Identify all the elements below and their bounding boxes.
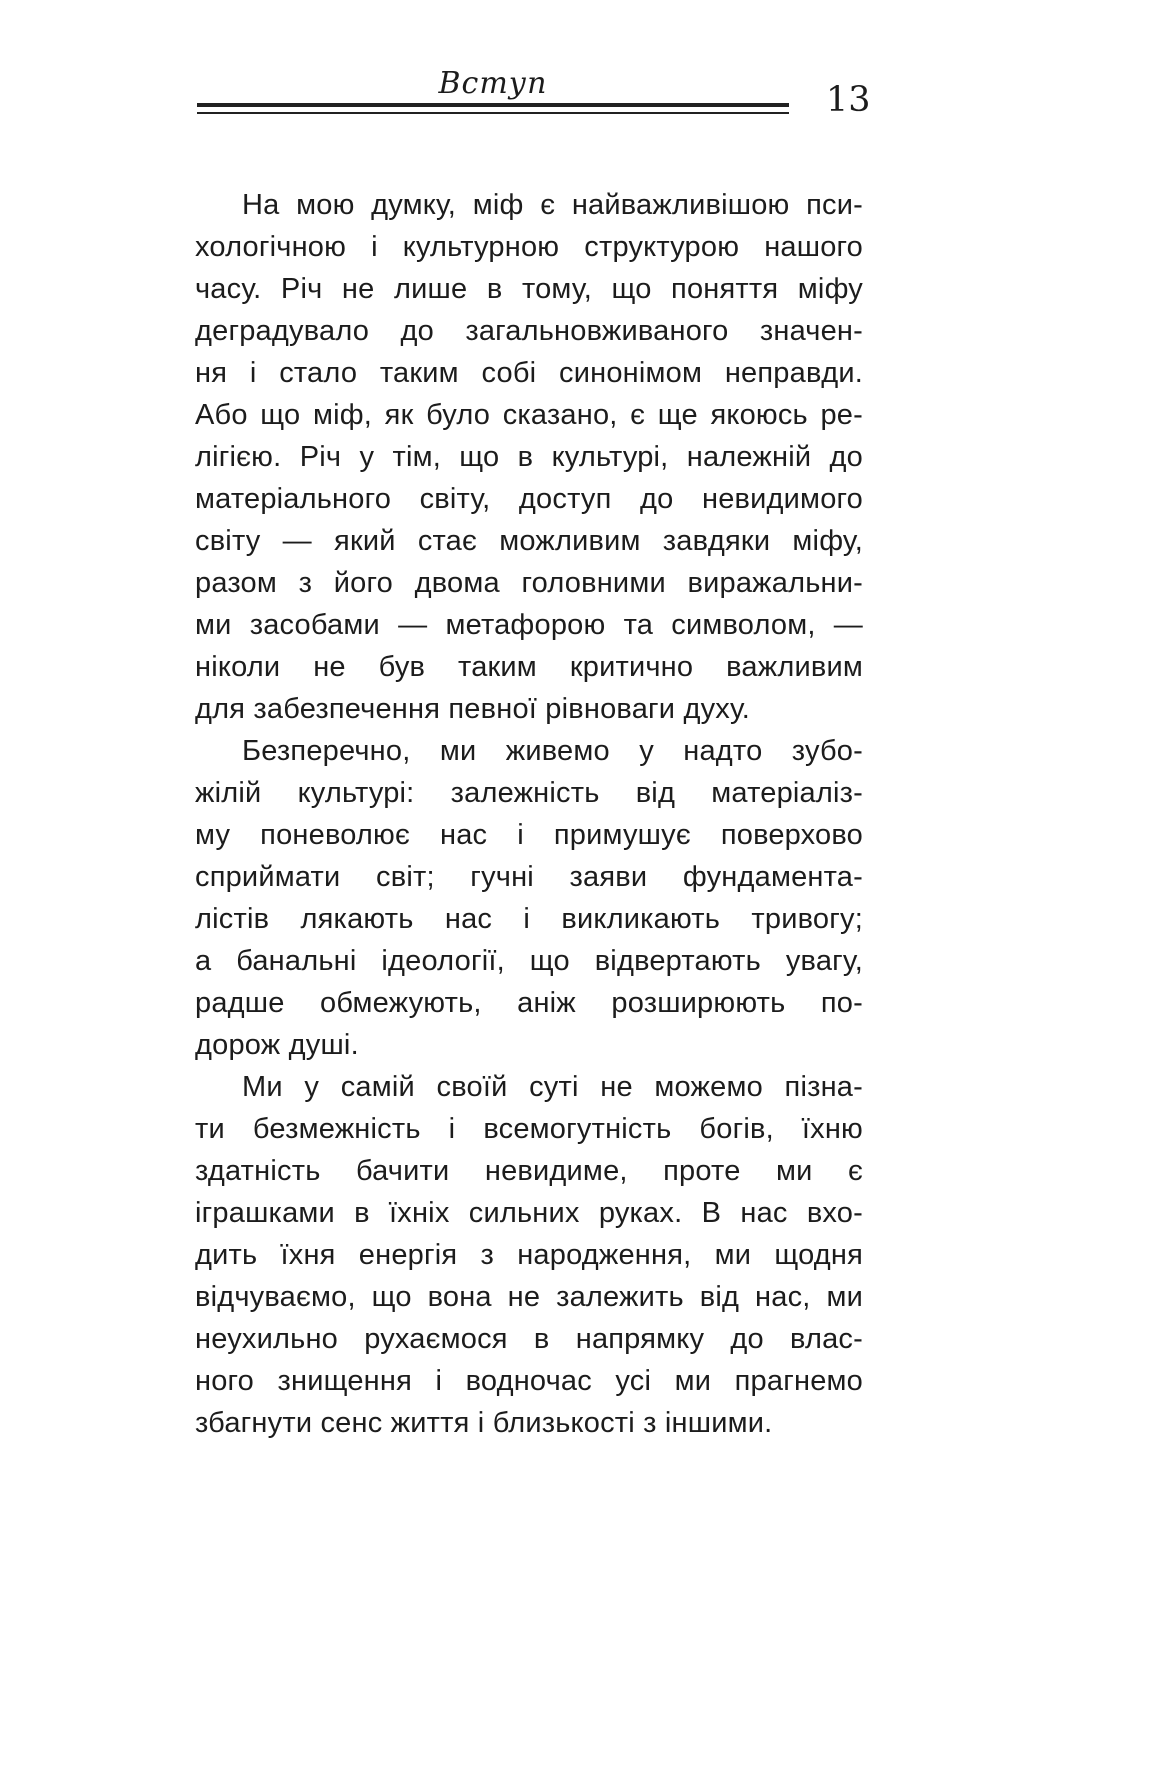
text-line: світу — який стає можливим завдяки міфу,	[195, 525, 863, 557]
chapter-title: Вступ	[438, 66, 548, 101]
text-line: лігією. Річ у тім, що в культурі, належній до	[195, 441, 863, 473]
text-line: разом з його двома головними виражальни-	[195, 567, 863, 599]
text-line: жілій культурі: залежність від матеріаліз-	[195, 777, 863, 809]
text-line: Або що міф, як було сказано, є ще якоюсь ре-	[195, 399, 863, 431]
text-line: ня і стало таким собі синонімом неправди.	[195, 357, 863, 389]
text-line: ніколи не був таким критично важливим	[195, 651, 863, 683]
text-line: збагнути сенс життя і близькості з іншими.	[195, 1407, 773, 1439]
text-line: деградувало до загальновживаного значен-	[195, 315, 863, 347]
text-line: лістів лякають нас і викликають тривогу;	[195, 903, 863, 935]
text-line: неухильно рухаємося в напрямку до влас-	[195, 1323, 863, 1355]
text-line: Ми у самій своїй суті не можемо пізна-	[242, 1071, 863, 1103]
text-line: ми засобами — метафорою та символом, —	[195, 609, 863, 641]
text-line: для забезпечення певної рівноваги духу.	[195, 693, 751, 725]
text-line: му поневолює нас і примушує поверхово	[195, 819, 863, 851]
page-number: 13	[826, 80, 871, 120]
text-line: ти безмежність і всемогутність богів, їхню	[195, 1113, 863, 1145]
text-line: відчуваємо, що вона не залежить від нас, ми	[195, 1281, 863, 1313]
text-line: дить їхня енергія з народження, ми щодня	[195, 1239, 863, 1271]
text-line: Безперечно, ми живемо у надто зубо-	[242, 735, 863, 767]
text-line: іграшками в їхніх сильних руках. В нас вхо-	[195, 1197, 863, 1229]
text-line: сприймати світ; гучні заяви фундамента-	[195, 861, 863, 893]
body-text	[195, 184, 863, 1444]
text-line: На мою думку, міф є найважливішою пси-	[242, 189, 863, 221]
header-rule	[197, 103, 789, 114]
text-line: матеріального світу, доступ до невидимого	[195, 483, 863, 515]
text-line: радше обмежують, аніж розширюють по-	[195, 987, 863, 1019]
text-line: хологічною і культурною структурою нашого	[195, 231, 863, 263]
text-line: здатність бачити невидиме, проте ми є	[195, 1155, 863, 1187]
text-line: дорож душі.	[195, 1029, 359, 1061]
text-line: часу. Річ не лише в тому, що поняття міфу	[195, 273, 863, 305]
text-line: ного знищення і водночас усі ми прагнемо	[195, 1365, 863, 1397]
text-line: а банальні ідеології, що відвертають увагу,	[195, 945, 863, 977]
